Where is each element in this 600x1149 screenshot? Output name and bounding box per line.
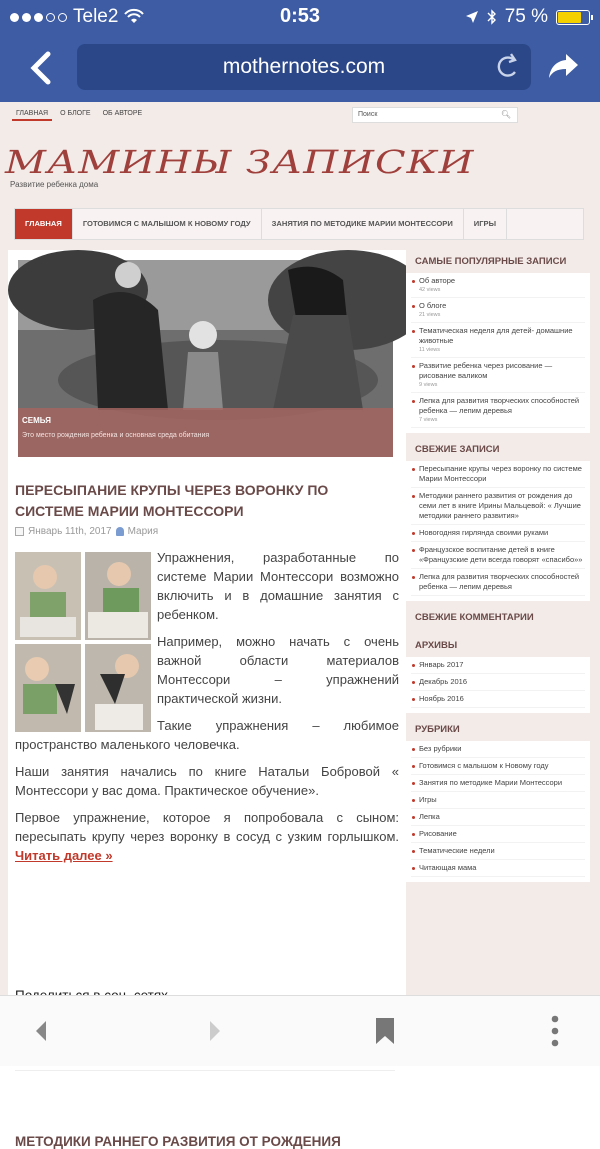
main-menu-montessori[interactable]: ЗАНЯТИЯ ПО МЕТОДИКЕ МАРИИ МОНТЕССОРИ [262,209,464,239]
popular-item[interactable]: Тематическая неделя для детей- домашние животные 11 views [411,323,585,358]
category-item[interactable]: Без рубрики [411,741,585,758]
recent-comments-widget [406,606,590,629]
recent-item[interactable]: Французское воспитание детей в книге «Французские дети всегда говорят «спасибо»» [411,542,585,569]
bookmark-icon[interactable] [373,1016,397,1046]
carrier: Tele2 [73,6,119,27]
popular-posts-widget [406,250,590,433]
calendar-icon [15,527,24,536]
forward-icon[interactable] [202,1018,226,1044]
main-menu [14,208,584,240]
location-icon [465,10,479,24]
archives-widget [406,634,590,713]
archives-title: АРХИВЫ [406,634,590,657]
featured-description: Это место рождения ребенка и основная среда обитания [22,432,210,439]
excerpt-p1: Упражнения, разработанные по системе Марии Монтессори возможно включить и в домашние занятия с ребенком. [157,550,399,622]
categories-widget [406,718,590,882]
read-more-link[interactable]: Читать далее » [15,848,113,863]
category-item[interactable]: Тематические недели [411,843,585,860]
popular-item[interactable]: Лепка для развития творческих способностей ребенка — лепим деревья 7 views [411,393,585,428]
search-input[interactable] [352,107,518,123]
address-bar[interactable]: mothernotes.com [77,44,531,90]
main-menu-home[interactable]: ГЛАВНАЯ [15,209,73,239]
back-arrow-icon[interactable] [22,46,62,90]
more-menu-icon[interactable] [545,1014,565,1048]
web-content [0,102,600,1149]
archive-item[interactable]: Декабрь 2016 [411,674,585,691]
post-meta [15,526,158,537]
sidebar [406,250,590,887]
post-divider [15,1070,395,1071]
bluetooth-icon [487,9,497,25]
excerpt-p2: Например, можно начать с очень важной области материалов Монтессори – упражнений практической жизни. [157,634,399,706]
battery-icon [556,10,590,25]
recent-item[interactable]: Лепка для развития творческих способностей ребенка — лепим деревья [411,569,585,596]
clock: 0:53 [279,5,321,27]
category-item[interactable]: Игры [411,792,585,809]
recent-item[interactable]: Пересыпание крупы через воронку по системе Марии Монтессори [411,461,585,488]
recent-item[interactable]: Новогодняя гирлянда своими руками [411,525,585,542]
post-date: Январь 11th, 2017 [28,526,112,537]
category-item[interactable]: Читающая мама [411,860,585,877]
top-menu-about-blog[interactable]: О БЛОГЕ [60,110,91,117]
popular-item[interactable]: Об авторе 42 views [411,273,585,298]
site-title[interactable]: МАМИНЫ ЗАПИСКИ [5,144,475,181]
battery-percent: 75 % [504,6,548,27]
featured-category[interactable]: СЕМЬЯ [22,416,51,425]
search-icon[interactable]: 🔍︎ [500,110,511,119]
user-icon [116,527,124,536]
post-title[interactable]: ПЕРЕСЫПАНИЕ КРУПЫ ЧЕРЕЗ ВОРОНКУ ПО СИСТЕМЕ МАРИИ МОНТЕССОРИ [15,482,329,519]
browser-toolbar [0,34,600,102]
site-tagline: Развитие ребенка дома [10,180,99,189]
excerpt-p3: Такие упражнения – любимое пространство маленького человечка. [15,718,399,752]
recent-comments-title: СВЕЖИЕ КОММЕНТАРИИ [406,606,590,629]
search-placeholder: Поиск [358,111,378,118]
category-item[interactable]: Готовимся с малышом к Новому году [411,758,585,775]
status-bar [0,0,600,34]
popular-item[interactable]: О блоге 21 views [411,298,585,323]
recent-item[interactable]: Методики раннего развития от рождения до семи лет в книге Ирины Мальцевой: « Лучшие методики раннего развития» [411,488,585,525]
popular-posts-title: САМЫЕ ПОПУЛЯРНЫЕ ЗАПИСИ [406,250,590,273]
featured-slider[interactable] [18,260,393,457]
back-icon[interactable] [30,1018,54,1044]
category-item[interactable]: Лепка [411,809,585,826]
featured-caption [18,408,393,457]
next-post-title[interactable]: МЕТОДИКИ РАННЕГО РАЗВИТИЯ ОТ РОЖДЕНИЯ [15,1134,341,1149]
post-author[interactable]: Мария [127,526,159,537]
recent-posts-widget [406,438,590,601]
share-icon[interactable] [546,48,582,84]
excerpt-p5 [15,808,399,865]
category-item[interactable]: Рисование [411,826,585,843]
browser-bottom-bar [0,995,600,1066]
main-menu-new-year[interactable]: ГОТОВИМСЯ С МАЛЫШОМ К НОВОМУ ГОДУ [73,209,262,239]
archive-item[interactable]: Ноябрь 2016 [411,691,585,708]
top-menu-home[interactable]: ГЛАВНАЯ [12,108,52,121]
recent-posts-title: СВЕЖИЕ ЗАПИСИ [406,438,590,461]
category-item[interactable]: Занятия по методике Марии Монтессори [411,775,585,792]
popular-item[interactable]: Развитие ребенка через рисование — рисование валиком 9 views [411,358,585,393]
excerpt-p4: Наши занятия начались по книге Натальи Бобровой « Монтессори у вас дома. Практическое обучение». [15,764,399,798]
top-menu [12,108,146,121]
main-menu-games[interactable]: ИГРЫ [464,209,507,239]
post-excerpt [15,548,399,873]
excerpt-p5-text: Первое упражнение, которое я попробовала с сыном: пересыпать крупу через воронку в сосуд с узким горлышком. [15,810,399,844]
categories-title: РУБРИКИ [406,718,590,741]
archive-item[interactable]: Январь 2017 [411,657,585,674]
reload-icon[interactable] [494,46,520,86]
top-menu-about-author[interactable]: ОБ АВТОРЕ [102,110,143,117]
main-content [8,250,406,1149]
